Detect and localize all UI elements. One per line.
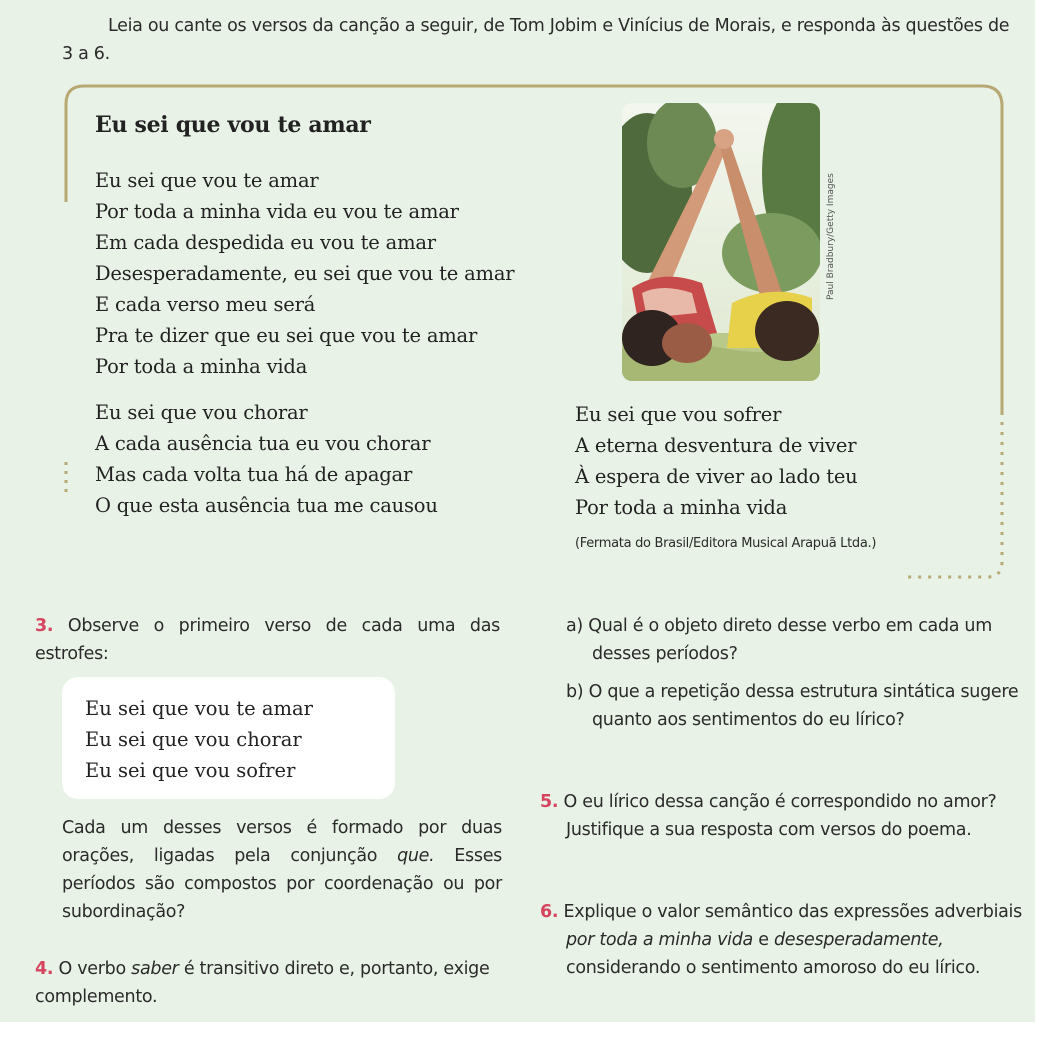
stanza-2 — [95, 397, 438, 521]
verse-line: Pra te dizer que eu sei que vou te amar — [95, 324, 478, 347]
verse-line: Eu sei que vou te amar — [85, 697, 313, 720]
verse-line: Eu sei que vou chorar — [85, 728, 302, 751]
question-4a: a) Qual é o objeto direto desse verbo em cada um desses períodos? — [566, 616, 992, 664]
question-number: 3. — [35, 616, 54, 636]
question-5: 5. O eu lírico dessa canção é correspondido no amor? Justifique a sua resposta com versos do poema. — [540, 792, 997, 840]
stanza-1 — [95, 165, 514, 382]
verse-line: O que esta ausência tua me causou — [95, 494, 438, 517]
verse-line: À espera de viver ao lado teu — [575, 465, 858, 488]
song-source: (Fermata do Brasil/Editora Musical Arapuã Ltda.) — [575, 536, 877, 551]
verse-line: A eterna desventura de viver — [575, 434, 857, 457]
photo-credit: Paul Bradbury/Getty Images — [826, 173, 836, 300]
question-number: 4. — [35, 959, 54, 979]
question-4: 4. O verbo saber é transitivo direto e, portanto, exige complemento. — [35, 959, 490, 1007]
question-6: 6. Explique o valor semântico das expressões adverbiais por toda a minha vida e desesperadamente, considerando o sentimento amoroso do eu lírico. — [540, 902, 1022, 978]
couple-photo — [622, 103, 820, 381]
question-number: 5. — [540, 792, 559, 812]
verse-line: Em cada despedida eu vou te amar — [95, 231, 436, 254]
intro-text: Leia ou cante os versos da canção a seguir, de Tom Jobim e Vinícius de Morais, e responda às questões de 3 a 6. — [62, 16, 1010, 64]
question-number: 6. — [540, 902, 559, 922]
verse-line: Por toda a minha vida eu vou te amar — [95, 200, 459, 223]
question-3-followup: Cada um desses versos é formado por duas orações, ligadas pela conjunção que. Esses períodos são compostos por coordenação ou por subordinação? — [62, 818, 502, 922]
verse-line: A cada ausência tua eu vou chorar — [95, 432, 431, 455]
verse-line: Por toda a minha vida — [95, 355, 308, 378]
verse-line: Por toda a minha vida — [575, 496, 788, 519]
song-title: Eu sei que vou te amar — [95, 112, 371, 138]
verse-line: E cada verso meu será — [95, 293, 316, 316]
highlighted-verses — [85, 693, 313, 786]
verse-line: Eu sei que vou sofrer — [575, 403, 782, 426]
question-3 — [35, 612, 500, 668]
question-text: Observe o primeiro verso de cada uma das estrofes: — [35, 616, 500, 664]
verse-line: Eu sei que vou chorar — [95, 401, 308, 424]
question-4b: b) O que a repetição dessa estrutura sintática sugere quanto aos sentimentos do eu lírico? — [566, 682, 1019, 730]
stanza-3 — [575, 399, 858, 523]
verse-line: Eu sei que vou te amar — [95, 169, 319, 192]
verse-line: Eu sei que vou sofrer — [85, 759, 296, 782]
verse-line: Mas cada volta tua há de apagar — [95, 463, 413, 486]
verse-line: Desesperadamente, eu sei que vou te amar — [95, 262, 515, 285]
